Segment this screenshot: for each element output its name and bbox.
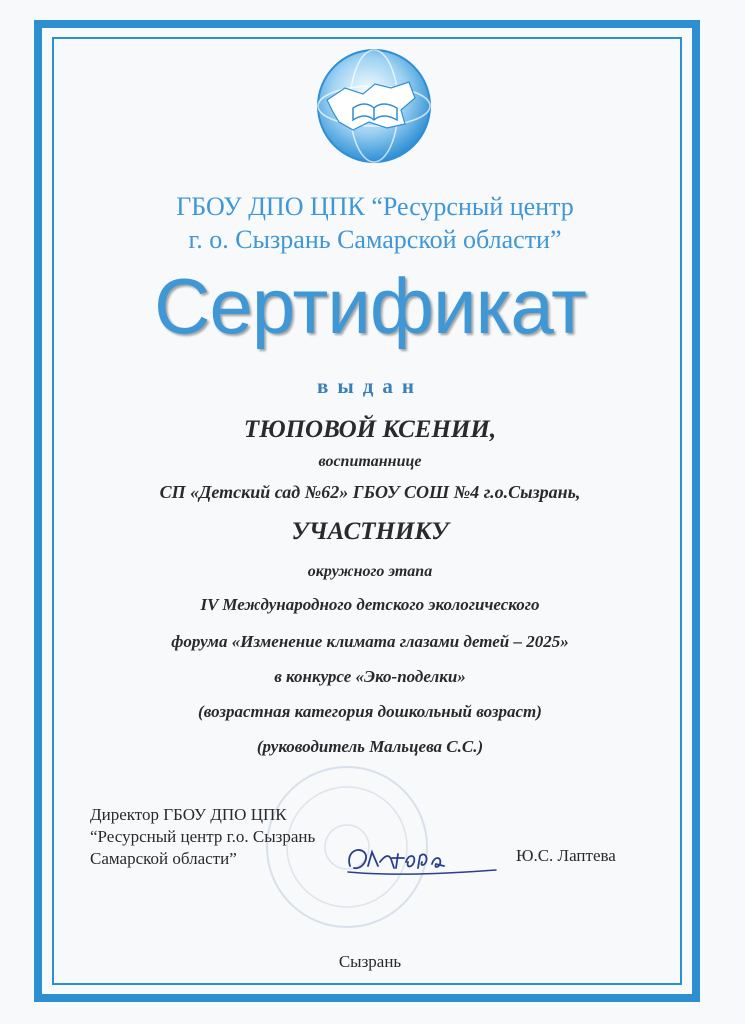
event-line-3: форума «Изменение климата глазами детей – 2025» <box>171 632 569 651</box>
event-line-5: (возрастная категория дошкольный возраст) <box>198 702 542 721</box>
event-line-2: IV Международного детского экологического <box>200 595 540 614</box>
globe-open-book-logo-icon <box>305 48 443 168</box>
issued-label: выдан <box>317 374 423 398</box>
event-line-6: (руководитель Мальцева С.С.) <box>256 737 484 756</box>
event-line-4: в конкурсе «Эко-поделки» <box>274 667 466 686</box>
organization-name <box>80 190 670 256</box>
participation-status: УЧАСТНИКУ <box>291 518 449 545</box>
organization-line-1: ГБОУ ДПО ЦПК “Ресурсный центр <box>176 192 574 221</box>
city-name: Сызрань <box>338 952 402 971</box>
organization-line-2: г. о. Сызрань Самарской области” <box>188 225 562 254</box>
director-position: Директор ГБОУ ДПО ЦПК “Ресурсный центр г.о. Сызрань Самарской области” <box>90 805 316 868</box>
recipient-institution: СП «Детский сад №62» ГБОУ СОШ №4 г.о.Сызрань, <box>159 482 581 502</box>
event-line-1: окружного этапа <box>307 563 433 580</box>
recipient-role: воспитаннице <box>318 453 422 470</box>
recipient-name: ТЮПОВОЙ КСЕНИИ, <box>243 416 497 443</box>
handwritten-signature-icon <box>342 832 502 884</box>
certificate-title: Сертификат <box>154 262 586 350</box>
director-name: Ю.С. Лаптева <box>516 846 616 865</box>
